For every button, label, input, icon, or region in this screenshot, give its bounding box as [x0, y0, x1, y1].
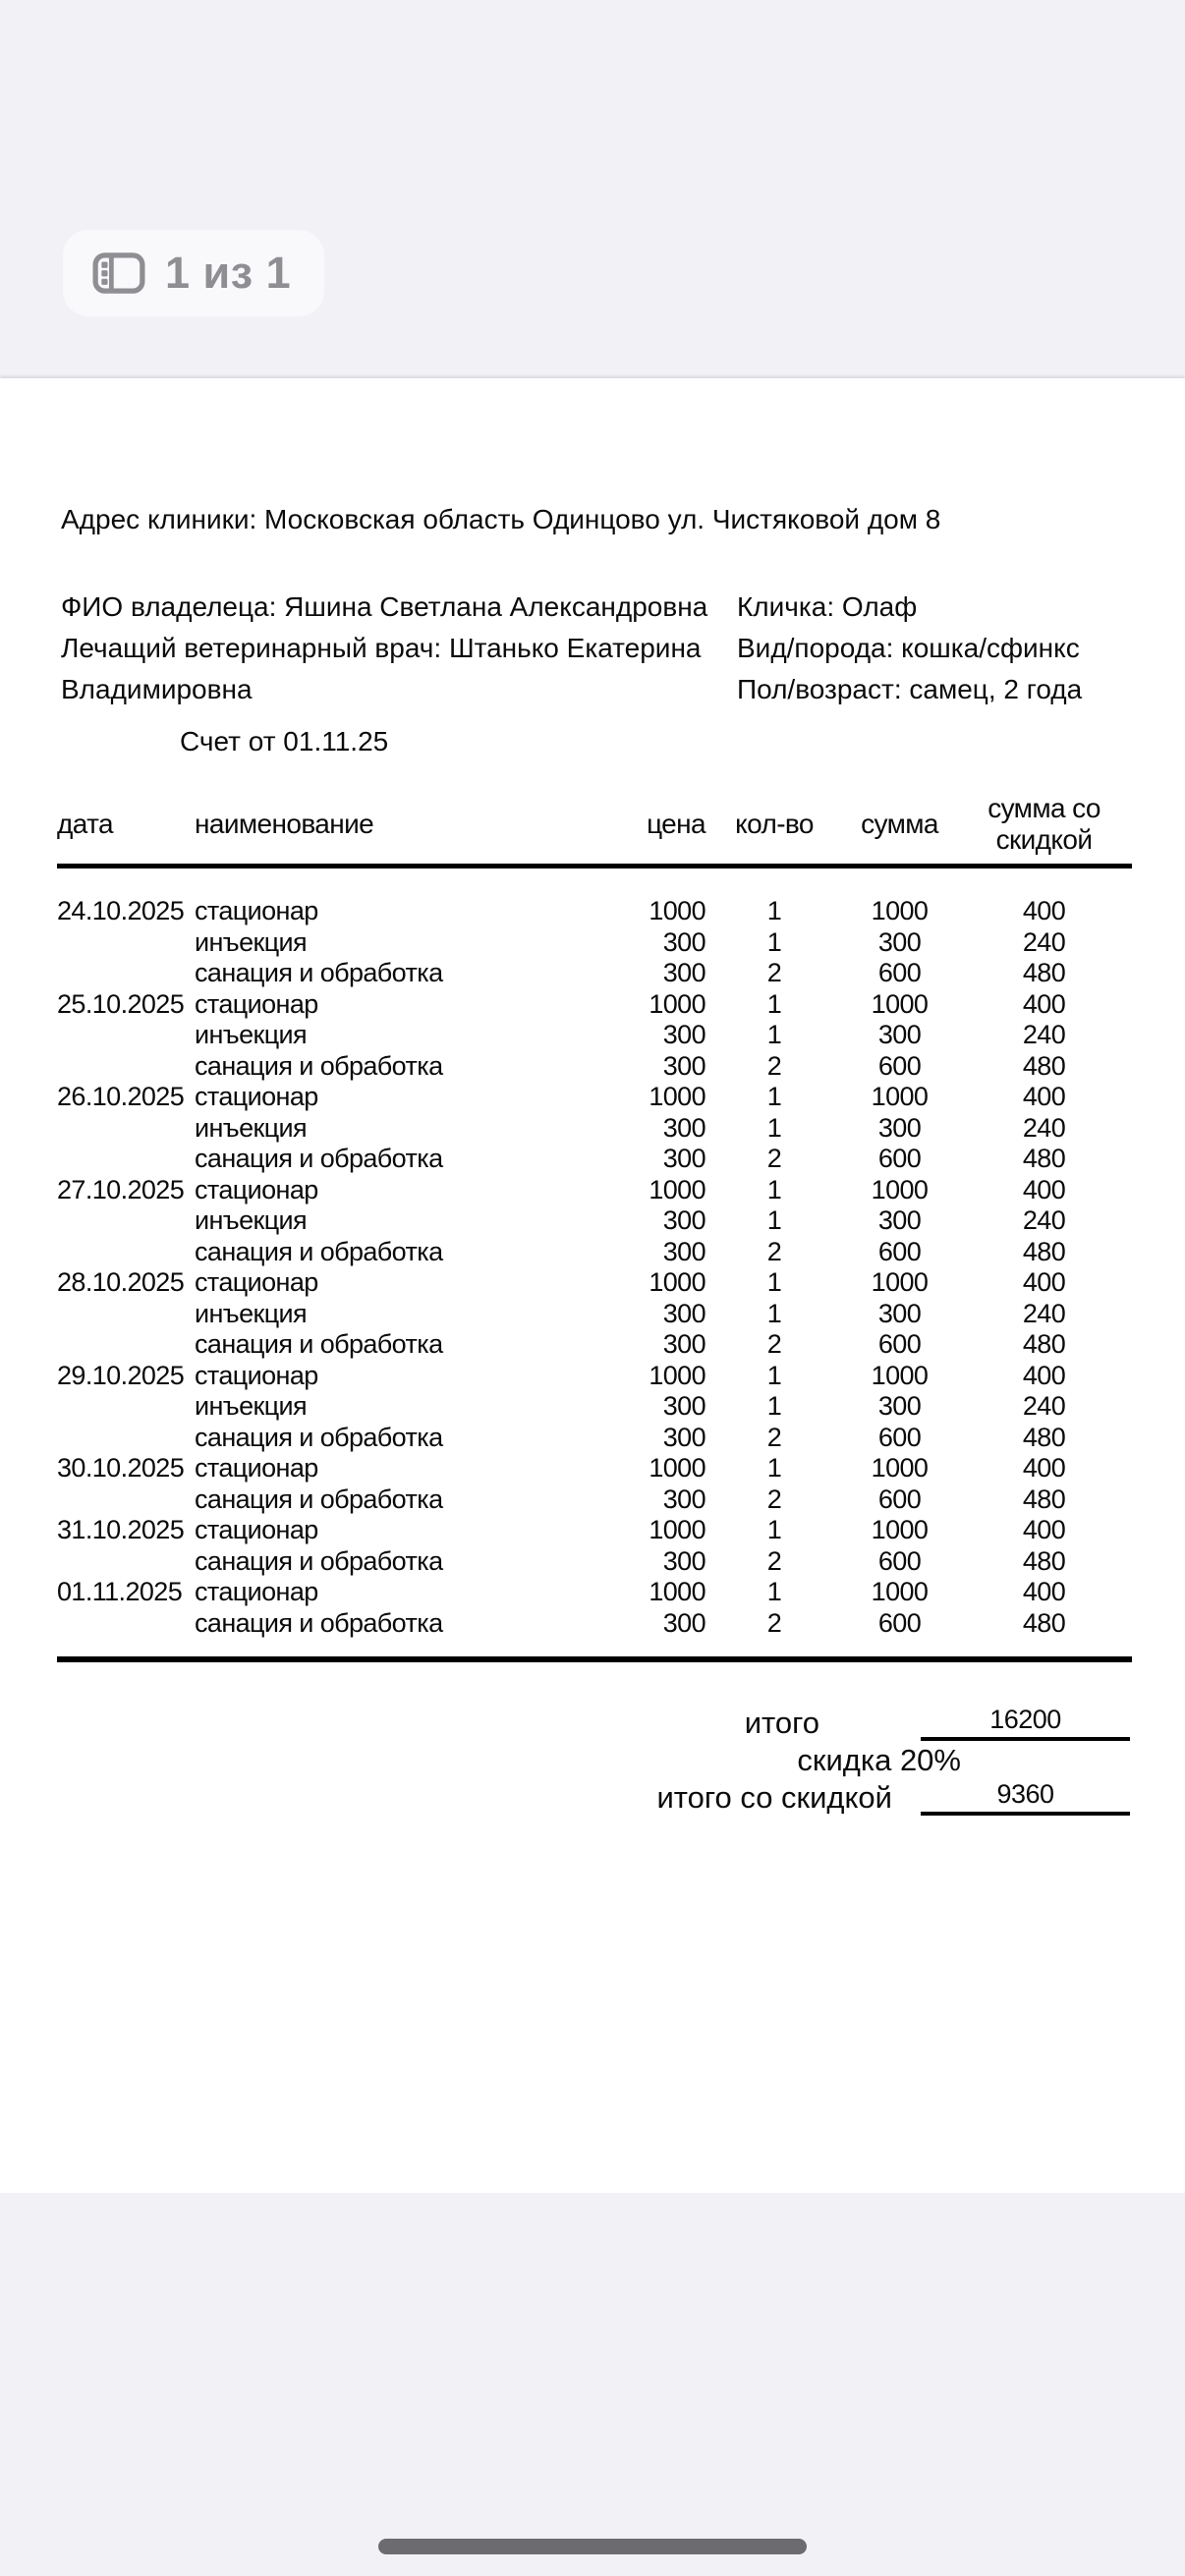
table-cell: 1000: [871, 896, 929, 925]
table-row: [57, 1175, 1132, 1206]
table-cell: 2: [766, 1144, 782, 1173]
table-row: [57, 867, 1132, 927]
table-cell: [57, 1237, 195, 1268]
table-cell: [57, 1391, 195, 1423]
table-cell: стационар: [195, 1453, 318, 1483]
table-cell: 600: [877, 1484, 922, 1514]
pet-name-line: Кличка: Олаф: [737, 591, 918, 622]
table-cell: 300: [662, 1329, 705, 1359]
table-cell: 480: [1022, 1484, 1066, 1514]
table-cell: 1: [766, 988, 782, 1019]
discounted-total-value: 9360: [921, 1779, 1130, 1816]
table-cell: [57, 1299, 195, 1330]
owner-info-column: [61, 587, 737, 710]
table-cell: 2: [766, 1050, 782, 1081]
table-cell: 480: [1022, 1329, 1066, 1359]
table-cell: 300: [662, 1607, 705, 1638]
table-cell: 600: [877, 1422, 922, 1452]
table-cell: стационар: [195, 1174, 318, 1204]
table-cell: 300: [877, 1112, 922, 1143]
table-cell: 600: [877, 1050, 922, 1081]
table-cell: 300: [662, 1545, 705, 1576]
table-row: [57, 1329, 1132, 1361]
table-cell: 1: [766, 1515, 782, 1544]
header-item: наименование: [195, 793, 627, 867]
table-cell: 2: [766, 958, 782, 987]
table-cell: 1: [766, 1020, 782, 1049]
table-cell: санация и обработка: [195, 1050, 443, 1081]
table-cell: 300: [662, 1050, 705, 1081]
table-row: [57, 1299, 1132, 1330]
table-cell: 600: [877, 1236, 922, 1266]
clinic-address: Адрес клиники: Московская область Одинцово ул. Чистяковой дом 8: [61, 504, 941, 534]
pet-info-column: [737, 587, 1130, 710]
table-cell: 300: [662, 1236, 705, 1266]
table-cell: 480: [1022, 1050, 1066, 1081]
table-cell: 29.10.2025: [57, 1360, 185, 1390]
table-cell: 300: [877, 1205, 922, 1235]
invoice-table-body: [57, 867, 1132, 1640]
table-cell: санация и обработка: [195, 1607, 443, 1638]
table-cell: 24.10.2025: [57, 896, 185, 925]
table-row: [57, 1608, 1132, 1640]
table-cell: 2: [766, 1422, 782, 1452]
table-cell: 1: [766, 1082, 782, 1111]
table-cell: инъекция: [195, 1391, 308, 1421]
table-cell: 2: [766, 1484, 782, 1514]
table-cell: 1: [766, 1360, 782, 1390]
table-row: [57, 1423, 1132, 1454]
table-row: [57, 1484, 1132, 1516]
table-row: [57, 1453, 1132, 1484]
table-cell: 480: [1022, 1236, 1066, 1266]
table-cell: 1000: [649, 1360, 705, 1390]
vet-line: Лечащий ветеринарный врач: Штанько Екатерина Владимировна: [61, 633, 702, 704]
table-cell: 26.10.2025: [57, 1082, 185, 1111]
table-row: [57, 1546, 1132, 1578]
table-row: [57, 1020, 1132, 1051]
document-page[interactable]: [0, 378, 1185, 2193]
table-bottom-rule: [57, 1656, 1132, 1662]
table-cell: стационар: [195, 988, 318, 1019]
table-cell: 300: [877, 926, 922, 957]
table-row: [57, 1113, 1132, 1145]
table-cell: 400: [1022, 896, 1066, 925]
table-cell: 25.10.2025: [57, 988, 185, 1019]
home-indicator[interactable]: [378, 2539, 807, 2554]
table-cell: [57, 1329, 195, 1361]
table-cell: 1000: [871, 988, 929, 1019]
table-cell: санация и обработка: [195, 1422, 443, 1452]
table-cell: санация и обработка: [195, 1329, 443, 1359]
table-cell: 400: [1022, 1360, 1066, 1390]
total-value: 16200: [921, 1705, 1130, 1741]
table-cell: санация и обработка: [195, 1144, 443, 1173]
table-cell: 400: [1022, 1267, 1066, 1297]
table-cell: 300: [662, 926, 705, 957]
species-line: Вид/порода: кошка/сфинкс: [737, 633, 1080, 663]
table-cell: 600: [877, 1329, 922, 1359]
table-cell: [57, 1423, 195, 1454]
table-cell: 1: [766, 1112, 782, 1143]
table-cell: 240: [1022, 1205, 1066, 1235]
table-cell: 1000: [649, 1082, 705, 1111]
table-cell: 1: [766, 1267, 782, 1297]
header-sum: сумма: [843, 793, 956, 867]
totals-section: [61, 1704, 1130, 1816]
table-cell: инъекция: [195, 1020, 308, 1049]
viewer-top-bar: [0, 0, 1185, 378]
table-cell: 600: [877, 1144, 922, 1173]
table-cell: 31.10.2025: [57, 1515, 185, 1544]
table-cell: 1000: [649, 1515, 705, 1544]
table-cell: 1000: [871, 1577, 929, 1606]
table-cell: стационар: [195, 1267, 318, 1297]
table-cell: стационар: [195, 1515, 318, 1544]
header-qty: кол-во: [705, 793, 843, 867]
table-row: [57, 1051, 1132, 1083]
table-cell: 300: [662, 1144, 705, 1173]
header-discounted-sum: сумма со скидкой: [956, 793, 1132, 867]
table-cell: 1: [766, 1453, 782, 1483]
discount-label: скидка 20%: [797, 1743, 961, 1777]
table-cell: 1: [766, 1391, 782, 1421]
page-indicator-label: 1 из 1: [165, 248, 292, 298]
viewer-bottom-bar: [0, 2193, 1185, 2576]
header-price: цена: [627, 793, 705, 867]
table-cell: 300: [877, 1391, 922, 1421]
table-cell: санация и обработка: [195, 1484, 443, 1514]
page-indicator-pill[interactable]: [63, 230, 324, 316]
table-cell: 400: [1022, 1082, 1066, 1111]
page-thumbnails-icon: [92, 252, 145, 294]
table-cell: 2: [766, 1236, 782, 1266]
table-cell: 1: [766, 926, 782, 957]
table-cell: 1000: [871, 1174, 929, 1204]
invoice-title: Счет от 01.11.25: [180, 726, 389, 756]
discount-row: [61, 1741, 1130, 1778]
table-cell: 2: [766, 1329, 782, 1359]
table-cell: 1: [766, 1174, 782, 1204]
table-row: [57, 1577, 1132, 1608]
table-cell: 1: [766, 1298, 782, 1328]
table-cell: 240: [1022, 926, 1066, 957]
table-cell: 480: [1022, 1607, 1066, 1638]
table-cell: 400: [1022, 1453, 1066, 1483]
table-cell: стационар: [195, 1360, 318, 1390]
invoice-table: [57, 793, 1132, 1639]
table-cell: инъекция: [195, 1112, 308, 1143]
table-cell: [57, 1020, 195, 1051]
table-cell: 1000: [871, 1453, 929, 1483]
table-cell: 600: [877, 1545, 922, 1576]
table-cell: 300: [877, 1298, 922, 1328]
table-cell: 01.11.2025: [57, 1577, 183, 1606]
table-row: [57, 1391, 1132, 1423]
table-cell: 300: [662, 1391, 705, 1421]
table-cell: стационар: [195, 1082, 318, 1111]
table-cell: инъекция: [195, 926, 308, 957]
table-cell: [57, 1144, 195, 1175]
table-cell: 1000: [649, 1174, 705, 1204]
table-cell: 240: [1022, 1298, 1066, 1328]
table-cell: 480: [1022, 1144, 1066, 1173]
table-cell: [57, 958, 195, 989]
table-cell: 28.10.2025: [57, 1267, 185, 1297]
table-cell: стационар: [195, 896, 318, 925]
table-cell: 1000: [649, 988, 705, 1019]
table-cell: 2: [766, 1545, 782, 1576]
table-row: [57, 1361, 1132, 1392]
table-row: [57, 958, 1132, 989]
patient-info-block: [61, 587, 1130, 710]
table-row: [57, 1267, 1132, 1299]
table-cell: 1: [766, 1577, 782, 1606]
table-row: [57, 989, 1132, 1021]
total-row: [61, 1704, 1130, 1741]
table-cell: [57, 927, 195, 959]
table-row: [57, 1205, 1132, 1237]
table-cell: 300: [662, 1205, 705, 1235]
table-cell: 1000: [649, 1577, 705, 1606]
table-cell: санация и обработка: [195, 958, 443, 987]
table-cell: 240: [1022, 1112, 1066, 1143]
table-cell: 400: [1022, 988, 1066, 1019]
total-label: итого: [744, 1706, 819, 1740]
table-cell: [57, 1546, 195, 1578]
table-cell: санация и обработка: [195, 1236, 443, 1266]
table-cell: 480: [1022, 1545, 1066, 1576]
table-header-row: [57, 793, 1132, 867]
table-row: [57, 927, 1132, 959]
sex-age-line: Пол/возраст: самец, 2 года: [737, 674, 1083, 704]
table-cell: стационар: [195, 1577, 318, 1606]
table-cell: 1000: [871, 1360, 929, 1390]
table-cell: 300: [662, 1112, 705, 1143]
table-cell: [57, 1051, 195, 1083]
header-date: дата: [57, 793, 195, 867]
table-cell: 2: [766, 1607, 782, 1638]
table-cell: 400: [1022, 1577, 1066, 1606]
table-cell: 240: [1022, 1391, 1066, 1421]
table-cell: 400: [1022, 1174, 1066, 1204]
table-row: [57, 1082, 1132, 1113]
table-row: [57, 1515, 1132, 1546]
discounted-total-row: [61, 1778, 1130, 1816]
table-cell: 300: [877, 1020, 922, 1049]
table-cell: 300: [662, 1484, 705, 1514]
table-cell: 300: [662, 1020, 705, 1049]
table-cell: 1000: [871, 1515, 929, 1544]
table-cell: 240: [1022, 1020, 1066, 1049]
table-cell: [57, 1484, 195, 1516]
table-cell: 1: [766, 896, 782, 925]
table-cell: [57, 1205, 195, 1237]
table-cell: 27.10.2025: [57, 1174, 185, 1204]
table-cell: 1000: [649, 896, 705, 925]
table-cell: 480: [1022, 1422, 1066, 1452]
discounted-total-label: итого со скидкой: [656, 1780, 892, 1815]
table-cell: 1000: [649, 1453, 705, 1483]
table-row: [57, 1237, 1132, 1268]
table-cell: 1000: [649, 1267, 705, 1297]
table-cell: 600: [877, 1607, 922, 1638]
table-cell: 600: [877, 958, 922, 987]
table-cell: 300: [662, 1298, 705, 1328]
table-cell: инъекция: [195, 1205, 308, 1235]
table-cell: 480: [1022, 958, 1066, 987]
table-cell: 1000: [871, 1082, 929, 1111]
table-cell: 300: [662, 958, 705, 987]
table-row: [57, 1144, 1132, 1175]
table-cell: 1: [766, 1205, 782, 1235]
owner-line: ФИО владелеца: Яшина Светлана Александровна: [61, 591, 708, 622]
table-cell: [57, 1608, 195, 1640]
table-cell: 30.10.2025: [57, 1453, 185, 1483]
table-cell: 1000: [871, 1267, 929, 1297]
table-cell: инъекция: [195, 1298, 308, 1328]
table-cell: 300: [662, 1422, 705, 1452]
table-cell: 400: [1022, 1515, 1066, 1544]
table-cell: санация и обработка: [195, 1545, 443, 1576]
table-cell: [57, 1113, 195, 1145]
